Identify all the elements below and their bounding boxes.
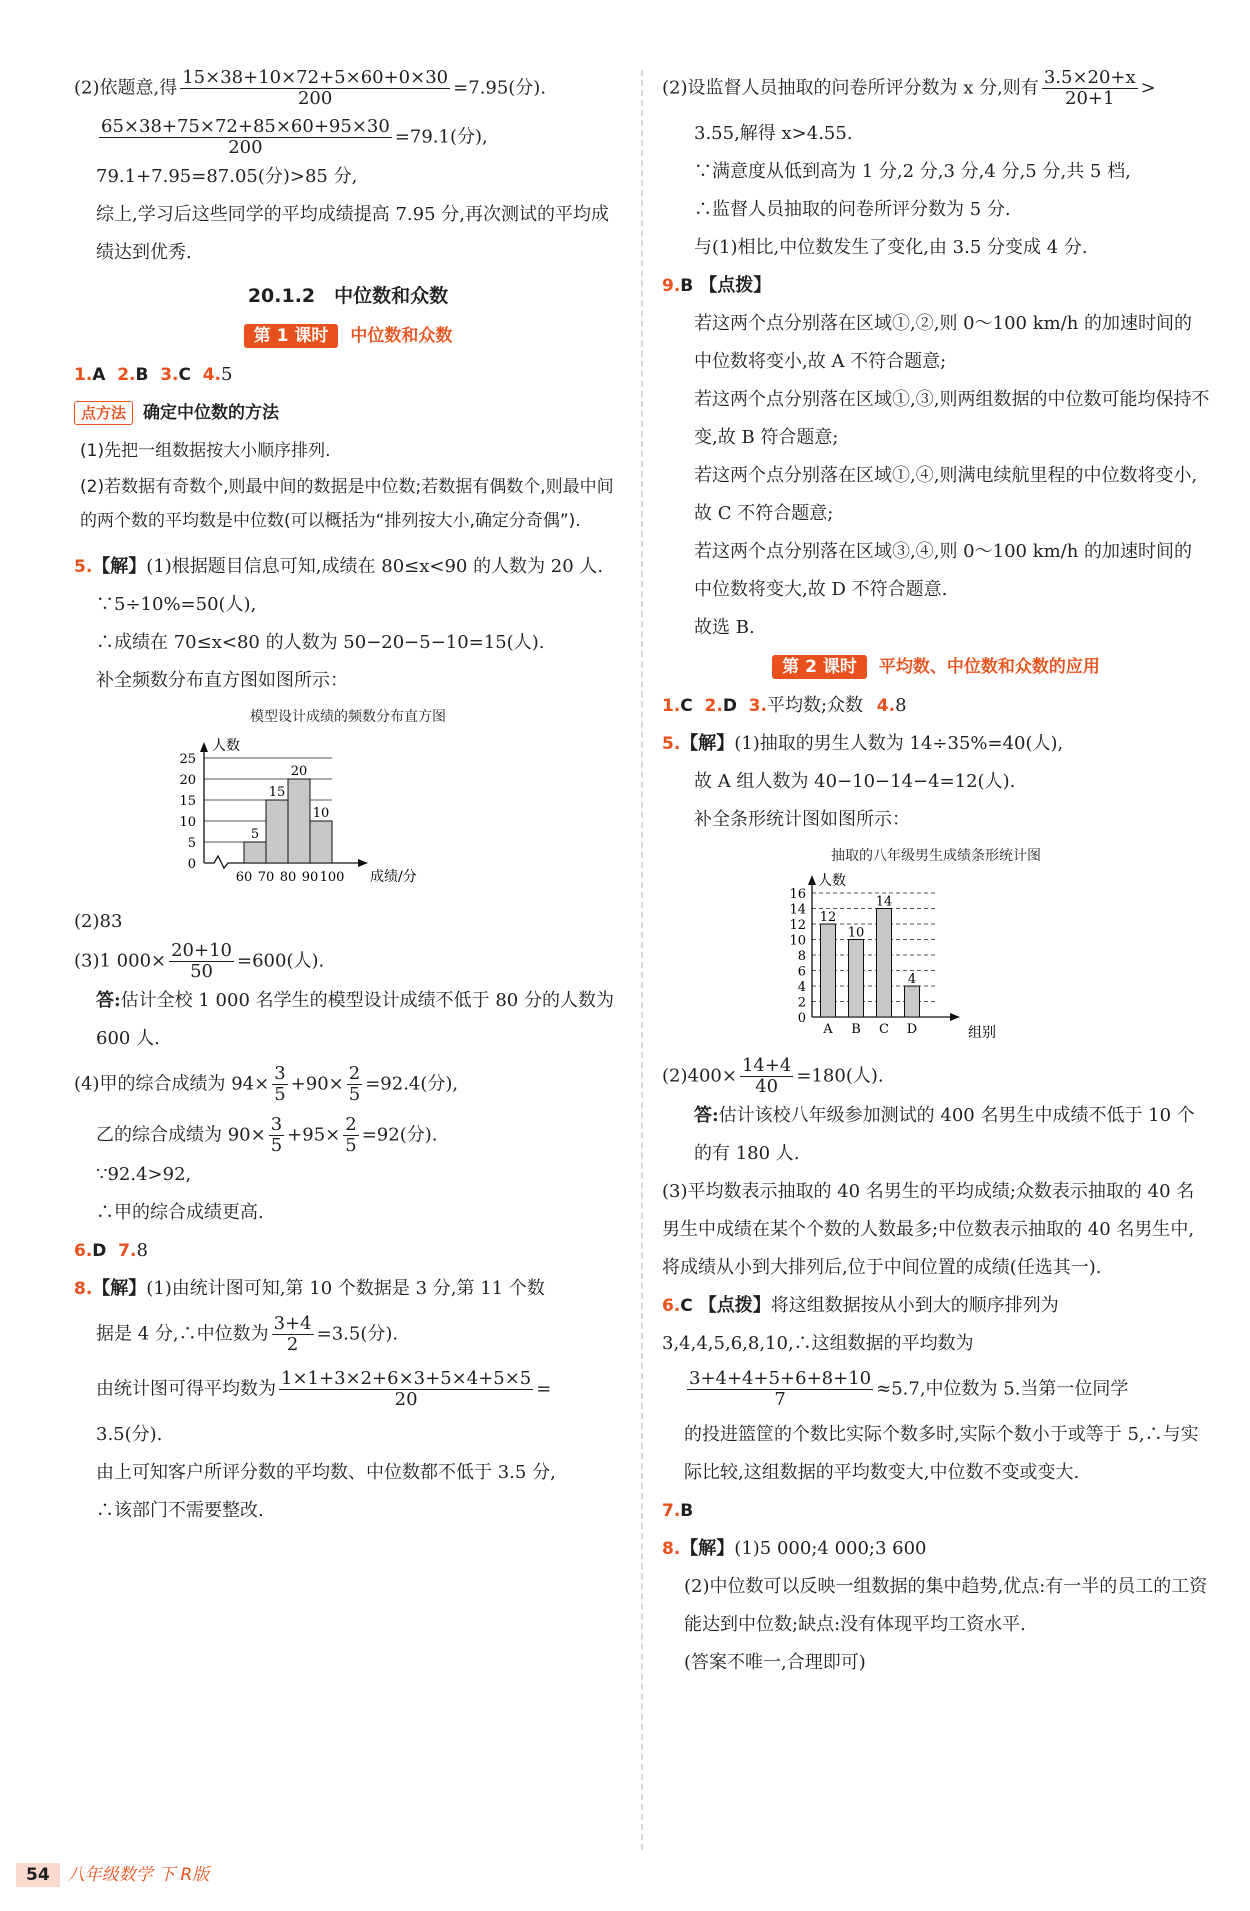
y-tick-label: 2	[797, 995, 806, 1011]
y-tick-label: 5	[187, 836, 196, 851]
text: (1)由统计图可知,第 10 个数据是 3 分,第 11 个数	[146, 1278, 545, 1299]
denominator: 7	[774, 1389, 786, 1410]
paragraph: 若这两个点分别落在区域①,④,则满电续航里程的中位数将变小,故 C 不符合题意;	[694, 465, 1198, 524]
question-number: 5.	[74, 557, 93, 577]
method-step-2: (2)若数据有奇数个,则最中间的数据是中位数;若数据有偶数个,则最中间的两个数的平均数是中位数(可以概括为“排列按大小,确定分奇偶”).	[80, 477, 614, 531]
lesson-heading	[662, 647, 1210, 687]
y-tick-label: 15	[179, 794, 196, 809]
y-tick-label: 6	[797, 964, 806, 980]
histogram-bar	[266, 800, 288, 863]
method-title: 确定中位数的方法	[143, 403, 280, 423]
question-number: 5.	[662, 734, 681, 754]
x-tick-label: 90	[301, 870, 319, 885]
method-heading	[74, 394, 622, 432]
line: 与(1)相比,中位数发生了变化,由 3.5 分变成 4 分.	[694, 237, 1088, 258]
text: (4)甲的综合成绩为 94×	[74, 1073, 270, 1095]
text: =180(人).	[796, 1065, 884, 1087]
denominator: 200	[228, 137, 263, 158]
lesson-tag: 第 2 课时	[772, 655, 867, 679]
histogram-chart	[74, 728, 622, 888]
text: 估计全校 1 000 名学生的模型设计成绩不低于 80 分的人数为 600 人.	[96, 990, 614, 1049]
text: +95×	[287, 1124, 341, 1146]
numerator: 3	[270, 1114, 283, 1135]
line	[74, 1115, 622, 1156]
x-tick-label: C	[879, 1022, 889, 1037]
x-tick-label: 100	[319, 870, 345, 885]
denominator: 5	[270, 1135, 283, 1156]
x-tick-label: D	[906, 1022, 918, 1037]
data-label: 12	[819, 910, 837, 925]
data-label: 15	[268, 785, 286, 800]
text: 据是 4 分,∴中位数为	[96, 1323, 269, 1345]
text: =7.95(分).	[453, 77, 547, 99]
text: 乙的综合成绩为 90×	[96, 1124, 266, 1146]
y-tick-label: 14	[789, 902, 806, 918]
line: ∵满意度从低到高为 1 分,2 分,3 分,4 分,5 分,共 5 档,	[694, 161, 1131, 182]
histogram-bar	[288, 779, 310, 863]
bar	[877, 909, 892, 1018]
answer: B	[680, 1501, 694, 1521]
page-number: 54	[16, 1863, 60, 1887]
lesson-tag: 第 1 课时	[244, 324, 339, 348]
solution-tag: 【解】	[680, 733, 735, 754]
line: (2)83	[74, 911, 123, 932]
fraction	[343, 1115, 358, 1156]
numerator: 2	[348, 1063, 361, 1084]
numerator: 14+4	[741, 1055, 792, 1076]
line	[74, 117, 622, 158]
y-axis-label: 人数	[212, 738, 240, 754]
text: (1)5 000;4 000;3 600	[734, 1538, 927, 1559]
denominator: 200	[297, 88, 333, 109]
numerator: 20+10	[171, 940, 232, 961]
x-tick-label: 60	[235, 870, 253, 885]
line	[662, 725, 1210, 763]
denominator: 20	[394, 1389, 418, 1410]
data-label: 20	[290, 764, 308, 779]
paragraph: (3)平均数表示抽取的 40 名男生的平均成绩;众数表示抽取的 40 名男生中成绩在某个个数的人数最多;中位数表示抽取的 40 名男生中,将成绩从小到大排列后,位于中间位置的成绩(任选其一).	[662, 1181, 1195, 1278]
x-tick-label: 70	[257, 870, 275, 885]
line	[74, 941, 622, 982]
answer-tag: 答:	[694, 1105, 719, 1126]
line: ∴成绩在 70≤x<80 的人数为 50−20−5−10=15(人).	[96, 632, 545, 653]
y-tick-label: 10	[789, 933, 806, 949]
fraction	[272, 1064, 287, 1105]
question-number: 2.	[704, 696, 723, 716]
paragraph: 由上可知客户所评分数的平均数、中位数都不低于 3.5 分,	[96, 1462, 556, 1483]
fraction	[687, 1369, 873, 1410]
lesson-title: 中位数和众数	[350, 326, 453, 346]
method-step-1: (1)先把一组数据按大小顺序排列.	[80, 441, 331, 461]
text: =92(分).	[361, 1124, 438, 1146]
data-label: 4	[907, 972, 917, 987]
question-number: 8.	[662, 1539, 681, 1559]
bar-chart-title: 抽取的八年级男生成绩条形统计图	[831, 848, 1041, 864]
question-number: 7.	[662, 1501, 681, 1521]
x-tick-label: 80	[279, 870, 297, 885]
answer: 8	[136, 1240, 148, 1261]
answer: 平均数;众数	[766, 695, 864, 716]
text: ≈5.7,中位数为 5.当第一位同学	[876, 1378, 1129, 1400]
line	[74, 1270, 622, 1308]
y-tick-label: 10	[179, 815, 196, 830]
text: 估计该校八年级参加测试的 400 名男生中成绩不低于 10 个的有 180 人.	[694, 1105, 1195, 1164]
line: ∵5÷10%=50(人),	[96, 594, 257, 615]
method-tag: 点方法	[74, 401, 133, 425]
question-number: 2.	[117, 365, 136, 385]
question-number: 4.	[202, 365, 222, 385]
y-tick-label: 0	[797, 1011, 806, 1026]
text: (1)抽取的男生人数为 14÷35%=40(人),	[734, 733, 1064, 754]
question-number: 6.	[662, 1296, 681, 1316]
book-title: 八年级数学 下 R版	[67, 1865, 210, 1885]
text: (2)设监督人员抽取的问卷所评分数为 x 分,则有	[662, 77, 1039, 99]
numerator: 3+4	[273, 1313, 312, 1334]
line	[662, 1056, 1210, 1097]
denominator: 5	[348, 1084, 361, 1105]
question-number: 4.	[876, 696, 896, 716]
fraction	[180, 68, 450, 109]
line: 3.5(分).	[96, 1424, 163, 1445]
y-axis-arrow	[808, 875, 816, 885]
answer: B	[135, 365, 149, 385]
answer: B	[680, 276, 694, 296]
right-column	[662, 68, 1210, 1682]
paragraph: 若这两个点分别落在区域③,④,则 0～100 km/h 的加速时间的中位数将变大,故 D 不符合题意.	[694, 541, 1193, 600]
question-number: 7.	[118, 1241, 137, 1261]
text: (3)1 000×	[74, 950, 167, 972]
paragraph	[662, 1287, 1210, 1363]
fraction	[1042, 68, 1138, 109]
line: 故 A 组人数为 40−10−14−4=12(人).	[694, 771, 1016, 792]
histogram-bar	[310, 821, 332, 863]
line: ∵92.4>92,	[96, 1164, 192, 1185]
data-label: 10	[312, 806, 330, 821]
line	[662, 68, 1210, 109]
y-tick-label: 20	[179, 773, 196, 788]
answer-row	[662, 687, 1210, 725]
answer: C	[680, 696, 693, 716]
line: 79.1+7.95=87.05(分)>85 分,	[96, 166, 358, 187]
paragraph	[662, 1097, 1210, 1173]
histogram-bar	[244, 842, 266, 863]
fraction	[99, 117, 392, 158]
numerator: 3	[274, 1063, 286, 1084]
line	[662, 1369, 1210, 1410]
x-tick-label: B	[851, 1022, 861, 1037]
question-number: 1.	[662, 696, 681, 716]
paragraph: 若这两个点分别落在区域①,③,则两组数据的中位数可能均保持不变,故 B 符合题意;	[694, 389, 1210, 448]
solution-tag: 【解】	[680, 1538, 735, 1559]
question-number: 3.	[748, 696, 767, 716]
text: =	[536, 1378, 552, 1400]
y-tick-label: 16	[789, 887, 806, 902]
fraction	[740, 1056, 793, 1097]
data-label: 10	[847, 925, 865, 941]
answer: D	[722, 696, 737, 716]
line: 补全条形统计图如图所示：	[694, 809, 910, 830]
bar-chart	[662, 867, 1210, 1047]
line	[662, 267, 1210, 305]
answer-tag: 答:	[96, 990, 121, 1011]
line: 补全频数分布直方图如图所示：	[96, 670, 348, 691]
column-divider	[641, 70, 643, 1850]
numerator: 3+4+4+5+6+8+10	[689, 1368, 872, 1389]
line	[74, 1369, 622, 1410]
answer: 8	[895, 695, 907, 716]
denominator: 40	[755, 1076, 779, 1097]
lesson-heading	[74, 316, 622, 356]
x-axis-arrow	[950, 1013, 960, 1021]
section-title: 20.1.2 中位数和众数	[247, 285, 449, 307]
question-number: 1.	[74, 365, 93, 385]
fraction	[279, 1369, 533, 1410]
text: (2)依题意,得	[74, 77, 178, 99]
y-tick-label: 0	[187, 857, 196, 872]
y-tick-label: 25	[179, 752, 196, 767]
hint-tag: 【点拨】	[699, 275, 772, 296]
line: 3.55,解得 x>4.55.	[694, 123, 853, 144]
text: =92.4(分),	[365, 1073, 459, 1095]
numerator: 65×38+75×72+85×60+95×30	[101, 116, 390, 137]
histogram-title: 模型设计成绩的频数分布直方图	[250, 709, 446, 725]
line	[74, 548, 622, 586]
page-footer	[16, 1860, 209, 1885]
paragraph	[74, 982, 622, 1058]
line: 故选 B.	[694, 617, 755, 638]
denominator: 20+1	[1065, 88, 1115, 109]
line: (答案不唯一,合理即可)	[684, 1652, 866, 1673]
question-number: 3.	[160, 365, 179, 385]
x-axis-arrow	[358, 859, 368, 867]
solution-tag: 【解】	[92, 1278, 147, 1299]
hint-tag: 【点拨】	[698, 1295, 771, 1316]
y-axis-arrow	[200, 742, 208, 752]
paragraph: (2)中位数可以反映一组数据的集中趋势,优点:有一半的员工的工资能达到中位数;缺点:没有体现平均工资水平.	[684, 1576, 1208, 1635]
question-number: 9.	[662, 276, 681, 296]
denominator: 50	[190, 961, 213, 982]
bar	[905, 986, 920, 1017]
line	[74, 1314, 622, 1355]
y-tick-label: 4	[797, 980, 806, 995]
numerator: 3.5×20+x	[1043, 67, 1136, 88]
fraction	[169, 941, 234, 982]
text: (1)根据题目信息可知,成绩在 80≤x<90 的人数为 20 人.	[146, 556, 604, 577]
text: (2)400×	[662, 1065, 737, 1087]
bar	[821, 924, 836, 1017]
answer-row	[74, 356, 622, 394]
paragraph: 若这两个点分别落在区域①,②,则 0～100 km/h 的加速时间的中位数将变小,故 A 不符合题意;	[694, 313, 1193, 372]
y-tick-label: 8	[797, 949, 806, 964]
question-number: 8.	[74, 1279, 93, 1299]
denominator: 2	[286, 1334, 299, 1355]
fraction	[269, 1115, 284, 1156]
numerator: 15×38+10×72+5×60+0×30	[182, 67, 449, 88]
fraction	[347, 1064, 362, 1105]
x-axis-label: 成绩/分	[370, 869, 417, 885]
answer-row	[74, 1232, 622, 1270]
fraction	[272, 1314, 314, 1355]
text: +90×	[290, 1073, 344, 1095]
line: ∴监督人员抽取的问卷所评分数为 5 分.	[694, 199, 1011, 220]
data-label: 14	[875, 894, 893, 910]
text: =600(人).	[237, 950, 325, 972]
line	[74, 68, 622, 109]
x-axis-label: 组别	[968, 1025, 996, 1041]
text: =79.1(分),	[394, 126, 488, 148]
answer: D	[92, 1241, 107, 1261]
x-tick-label: A	[823, 1022, 833, 1037]
paragraph: 综上,学习后这些同学的平均成绩提高 7.95 分,再次测试的平均成绩达到优秀.	[96, 204, 609, 263]
solution-tag: 【解】	[92, 556, 147, 577]
text: >	[1140, 77, 1156, 99]
y-tick-label: 12	[789, 918, 806, 933]
denominator: 5	[345, 1135, 357, 1156]
question-number: 6.	[74, 1241, 93, 1261]
left-column	[74, 68, 622, 1530]
answer-row	[662, 1492, 1210, 1530]
y-axis-label: 人数	[818, 873, 846, 889]
denominator: 5	[274, 1084, 286, 1105]
answer: C	[680, 1296, 693, 1316]
text: 将这组数据按从小到大的顺序排列为 3,4,4,5,6,8,10,∴这组数据的平均数为	[662, 1295, 1059, 1354]
line	[74, 1064, 622, 1105]
data-label: 5	[250, 827, 260, 842]
text: =3.5(分).	[316, 1323, 399, 1345]
line: ∴甲的综合成绩更高.	[96, 1202, 264, 1223]
paragraph: 的投进篮筐的个数比实际个数多时,实际个数小于或等于 5,∴与实际比较,这组数据的平均数变大,中位数不变或变大.	[684, 1424, 1199, 1483]
answer: C	[178, 365, 191, 385]
answer: 5	[221, 364, 233, 385]
lesson-title: 平均数、中位数和众数的应用	[878, 657, 1100, 677]
line: ∴该部门不需要整改.	[96, 1500, 264, 1521]
answer: A	[92, 365, 106, 385]
line	[662, 1530, 1210, 1568]
numerator: 1×1+3×2+6×3+5×4+5×5	[281, 1368, 532, 1389]
bar	[849, 940, 864, 1018]
text: 由统计图可得平均数为	[96, 1378, 276, 1400]
numerator: 2	[345, 1114, 357, 1135]
